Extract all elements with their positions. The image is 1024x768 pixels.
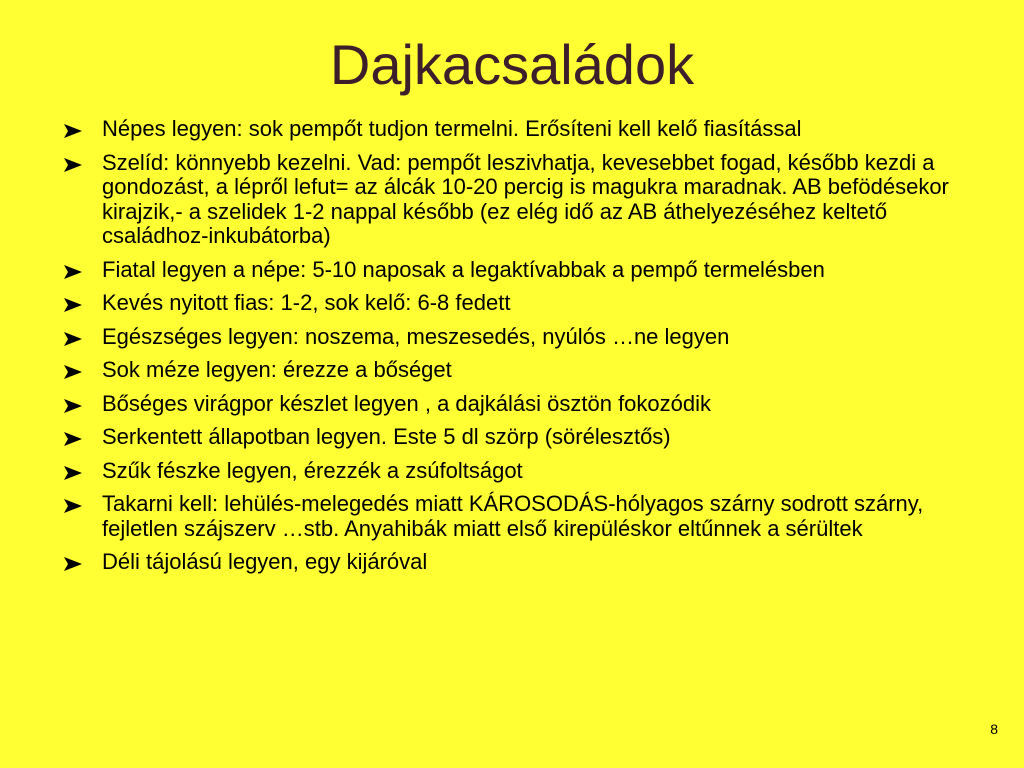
bullet-text: Sok méze legyen: érezze a bőséget: [102, 357, 452, 382]
arrowhead-bullet-icon: [64, 158, 84, 172]
bullet-text: Népes legyen: sok pempőt tudjon termelni. Erősíteni kell kelő fiasítással: [102, 116, 802, 141]
arrowhead-bullet-icon: [64, 399, 84, 413]
arrowhead-bullet-icon: [64, 298, 84, 312]
bullet-text: Déli tájolású legyen, egy kijáróval: [102, 549, 428, 574]
bullet-item: [64, 325, 968, 350]
bullet-item: [64, 459, 968, 484]
bullet-item: [64, 151, 968, 249]
arrowhead-bullet-icon: [64, 124, 84, 138]
bullet-text: Szűk fészke legyen, érezzék a zsúfoltságot: [102, 457, 523, 483]
arrowhead-bullet-icon: [64, 499, 84, 513]
page-number: 8: [990, 721, 998, 737]
bullet-item: [64, 425, 968, 450]
arrowhead-bullet-icon: [64, 432, 84, 446]
bullet-text: Szelíd: könnyebb kezelni. Vad: pempőt leszivhatja, kevesebbet fogad, később kezdi a gondozást, a lépről lefut= az álcák 10-20 percig is magukra maradnak. AB befödésekor kirajzik,- a szelidek 1-2 nappal később (ez elég idő az AB áthelyezéséhez keltető családhoz-inkubátorba): [102, 149, 949, 248]
bullet-list: [64, 117, 968, 575]
arrowhead-bullet-icon: [64, 365, 84, 379]
bullet-text: Serkentett állapotban legyen. Este 5 dl szörp (sörélesztős): [102, 424, 671, 449]
arrowhead-bullet-icon: [64, 466, 84, 480]
bullet-item: [64, 550, 968, 575]
bullet-text: Kevés nyitott fias: 1-2, sok kelő: 6-8 fedett: [102, 290, 511, 315]
bullet-item: [64, 291, 968, 316]
arrowhead-bullet-icon: [64, 332, 84, 346]
bullet-text: Fiatal legyen a népe: 5-10 naposak a legaktívabbak a pempő termelésben: [102, 256, 825, 282]
bullet-text: Bőséges virágpor készlet legyen , a dajkálási ösztön fokozódik: [102, 390, 712, 416]
bullet-item: [64, 358, 968, 383]
arrowhead-bullet-icon: [64, 265, 84, 279]
bullet-item: [64, 392, 968, 417]
bullet-item: [64, 258, 968, 283]
slide-title: Dajkacsaládok: [329, 33, 695, 96]
bullet-item: [64, 492, 968, 541]
bullet-text: Egészséges legyen: noszema, meszesedés, nyúlós …ne legyen: [102, 323, 730, 349]
arrowhead-bullet-icon: [64, 557, 84, 571]
bullet-text: Takarni kell: lehülés-melegedés miatt KÁROSODÁS-hólyagos szárny sodrott szárny, fejletlen szájszerv …stb. Anyahibák miatt első kirepüléskor eltűnnek a sérültek: [102, 491, 924, 541]
bullet-item: [64, 117, 968, 142]
